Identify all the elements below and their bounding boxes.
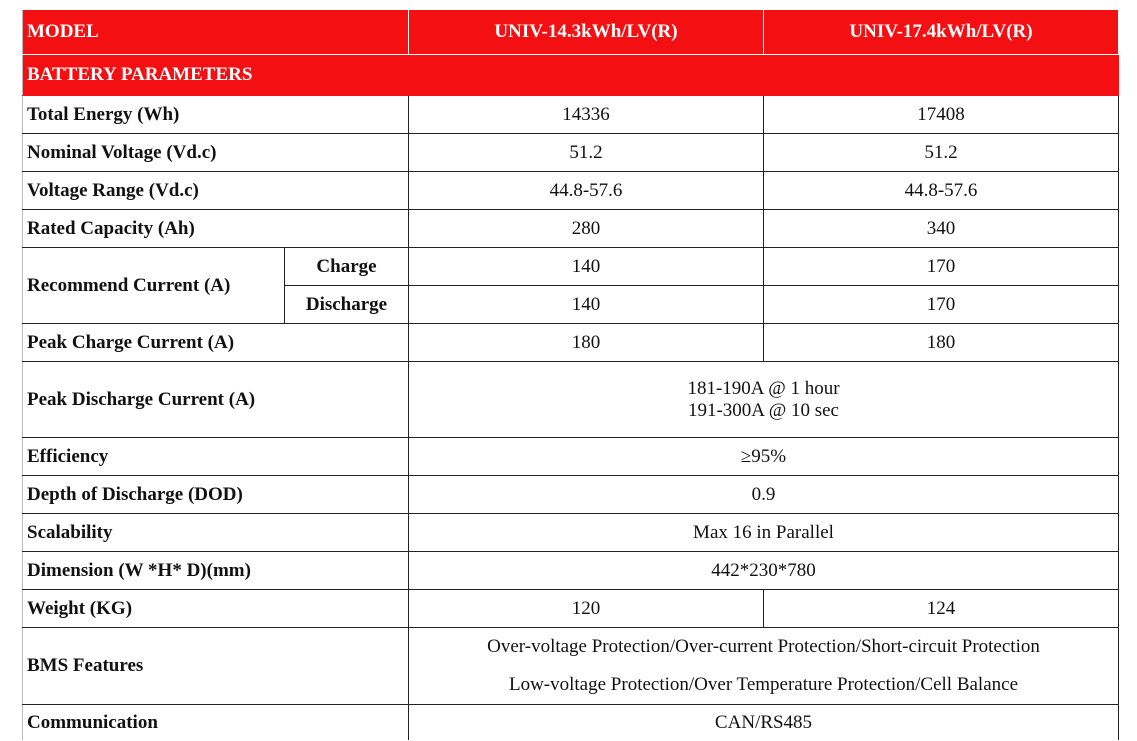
- row-label: Efficiency: [23, 438, 409, 476]
- row-label: Peak Discharge Current (A): [23, 362, 409, 438]
- row-value-2: 124: [764, 590, 1119, 628]
- model-header-label: MODEL: [23, 10, 409, 55]
- peak-discharge-line-2: 191-300A @ 10 sec: [687, 399, 839, 421]
- row-value-1: 280: [409, 210, 764, 248]
- peak-discharge-line-1: 181-190A @ 1 hour: [687, 377, 840, 399]
- row-label: Voltage Range (Vd.c): [23, 172, 409, 210]
- table-row-peak-charge: [23, 324, 1119, 362]
- table-row-total-energy: [23, 96, 1119, 134]
- row-label: Total Energy (Wh): [23, 96, 409, 134]
- model-header-2: UNIV-17.4kWh/LV(R): [764, 10, 1119, 55]
- table-row-communication: [23, 705, 1119, 741]
- row-value-2: 17408: [764, 96, 1119, 134]
- table-row-bms: [23, 628, 1119, 705]
- table-row-scalability: [23, 514, 1119, 552]
- row-value-merged: 0.9: [409, 476, 1119, 514]
- bms-line-2: Low-voltage Protection/Over Temperature Protection/Cell Balance: [508, 674, 1019, 695]
- row-value-2: 44.8-57.6: [764, 172, 1119, 210]
- table-row-dod: [23, 476, 1119, 514]
- section-title: BATTERY PARAMETERS: [23, 55, 1119, 96]
- row-label: Nominal Voltage (Vd.c): [23, 134, 409, 172]
- header-row: [23, 10, 1119, 55]
- row-value-merged: [409, 628, 1119, 705]
- table-row-nominal-voltage: [23, 134, 1119, 172]
- table-row-dimension: [23, 552, 1119, 590]
- row-value-1: 140: [409, 248, 764, 286]
- row-label: Depth of Discharge (DOD): [23, 476, 409, 514]
- table-row-efficiency: [23, 438, 1119, 476]
- bms-line-1: Over-voltage Protection/Over-current Protection/Short-circuit Protection: [487, 636, 1040, 657]
- row-label: Communication: [23, 705, 409, 741]
- model-header-1: UNIV-14.3kWh/LV(R): [409, 10, 764, 55]
- table-row-peak-discharge: [23, 362, 1119, 438]
- row-value-merged: 442*230*780: [409, 552, 1119, 590]
- row-label: Scalability: [23, 514, 409, 552]
- row-value-1: 51.2: [409, 134, 764, 172]
- row-value-2: 340: [764, 210, 1119, 248]
- row-value-2: 180: [764, 324, 1119, 362]
- table-row-rated-capacity: [23, 210, 1119, 248]
- row-value-1: 120: [409, 590, 764, 628]
- row-label: Recommend Current (A): [23, 248, 285, 324]
- row-label: BMS Features: [23, 628, 409, 705]
- table-row-voltage-range: [23, 172, 1119, 210]
- spec-table-container: [22, 10, 1118, 740]
- row-value-1: 180: [409, 324, 764, 362]
- row-label: Peak Charge Current (A): [23, 324, 409, 362]
- row-value-1: 14336: [409, 96, 764, 134]
- section-row: [23, 55, 1119, 96]
- sub-label-discharge: Discharge: [285, 286, 409, 324]
- battery-spec-table: [22, 10, 1119, 740]
- row-value-1: 140: [409, 286, 764, 324]
- row-value-1: 44.8-57.6: [409, 172, 764, 210]
- row-label: Weight (KG): [23, 590, 409, 628]
- row-value-merged: [409, 362, 1119, 438]
- row-value-2: 51.2: [764, 134, 1119, 172]
- row-value-2: 170: [764, 286, 1119, 324]
- sub-label-charge: Charge: [285, 248, 409, 286]
- row-value-2: 170: [764, 248, 1119, 286]
- table-row-weight: [23, 590, 1119, 628]
- row-value-merged: ≥95%: [409, 438, 1119, 476]
- row-value-merged: CAN/RS485: [409, 705, 1119, 741]
- row-value-merged: Max 16 in Parallel: [409, 514, 1119, 552]
- table-row-recommend-charge: [23, 248, 1119, 286]
- row-label: Dimension (W *H* D)(mm): [23, 552, 409, 590]
- row-label: Rated Capacity (Ah): [23, 210, 409, 248]
